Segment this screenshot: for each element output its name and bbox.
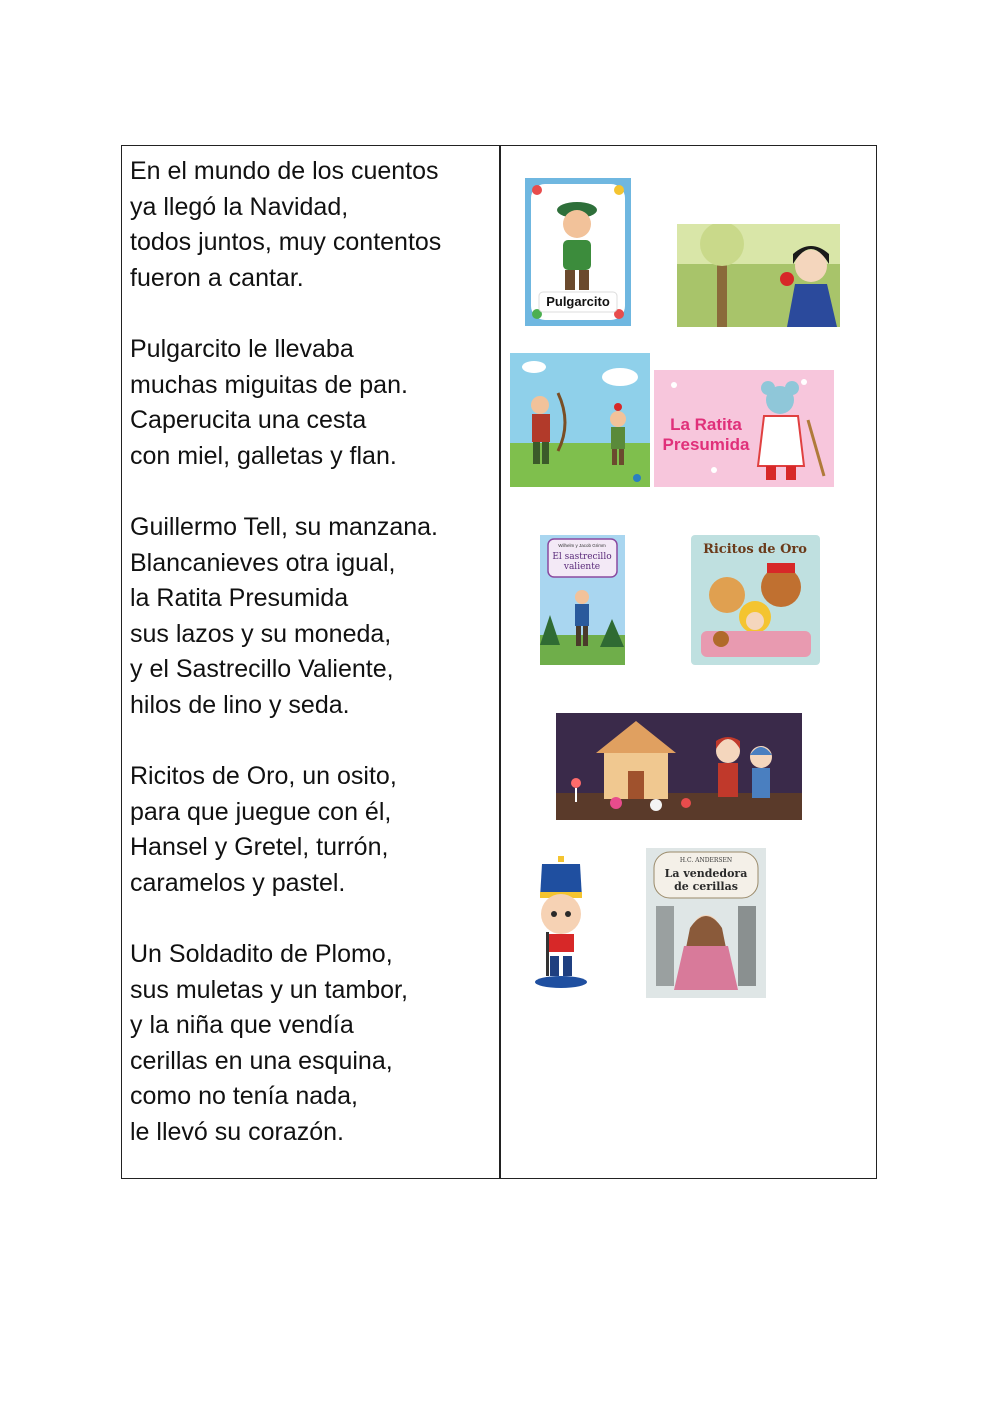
hansel-y-gretel-image [556,713,802,820]
poem-line: le llevó su corazón. [130,1117,345,1146]
poem-line: ya llegó la Navidad, [130,192,349,221]
vendedora-title-line2: de cerillas [674,880,738,893]
poem-stanza [130,510,490,723]
poem-stanza [130,154,490,296]
guillermo-tell-image [510,353,650,487]
sastrecillo-authors: Wilhelm y Jacob Grimm [558,543,606,548]
poem-line: sus lazos y su moneda, [130,619,392,648]
ricitos-de-oro-image [691,535,820,665]
vendedora-de-cerillas-image [646,848,766,998]
poem-line: Hansel y Gretel, turrón, [130,833,389,861]
sastrecillo-title-line1: El sastrecillo [552,552,612,562]
poem-line: y el Sastrecillo Valiente, [130,655,394,683]
poem-line: Un Soldadito de Plomo, [130,940,393,968]
poem-line: caramelos y pastel. [130,868,346,897]
blancanieves-image [677,224,840,327]
poem-stanza [130,759,490,901]
poem-line: todos juntos, muy contentos [130,228,442,256]
ratita-presumida-image [654,370,834,487]
vendedora-title-line1: La vendedora [664,867,748,880]
poem-text [130,154,490,1186]
sastrecillo-title-line2: valiente [563,562,601,572]
poem-line: Pulgarcito le llevaba [130,335,354,363]
poem-line: como no tenía nada, [130,1082,358,1110]
poem-stanza [130,937,490,1150]
poem-stanza [130,332,490,474]
soldadito-de-plomo-image [520,852,602,992]
poem-line: para que juegue con él, [130,797,392,826]
poem-line: y la niña que vendía [130,1011,354,1039]
ratita-title-line1: La Ratita [670,415,742,434]
poem-line: Guillermo Tell, su manzana. [130,513,439,541]
ratita-title-line2: Presumida [662,435,750,454]
poem-line: fueron a cantar. [130,263,304,292]
pulgarcito-image [525,178,631,326]
sastrecillo-valiente-image [540,535,625,665]
poem-line: Blancanieves otra igual, [130,548,396,577]
poem-line: muchas miguitas de pan. [130,370,408,399]
poem-line: sus muletas y un tambor, [130,975,408,1004]
pulgarcito-title: Pulgarcito [546,294,610,309]
poem-line: con miel, galletas y flan. [130,441,397,470]
poem-line: Caperucita una cesta [130,406,367,434]
poem-line: Ricitos de Oro, un osito, [130,762,397,790]
poem-line: En el mundo de los cuentos [130,157,439,185]
poem-line: cerillas en una esquina, [130,1046,393,1075]
vendedora-author: H.C. ANDERSEN [679,857,733,864]
poem-line: hilos de lino y seda. [130,690,350,719]
column-divider [499,146,501,1178]
ricitos-title: Ricitos de Oro [703,542,807,557]
poem-line: la Ratita Presumida [130,584,349,612]
